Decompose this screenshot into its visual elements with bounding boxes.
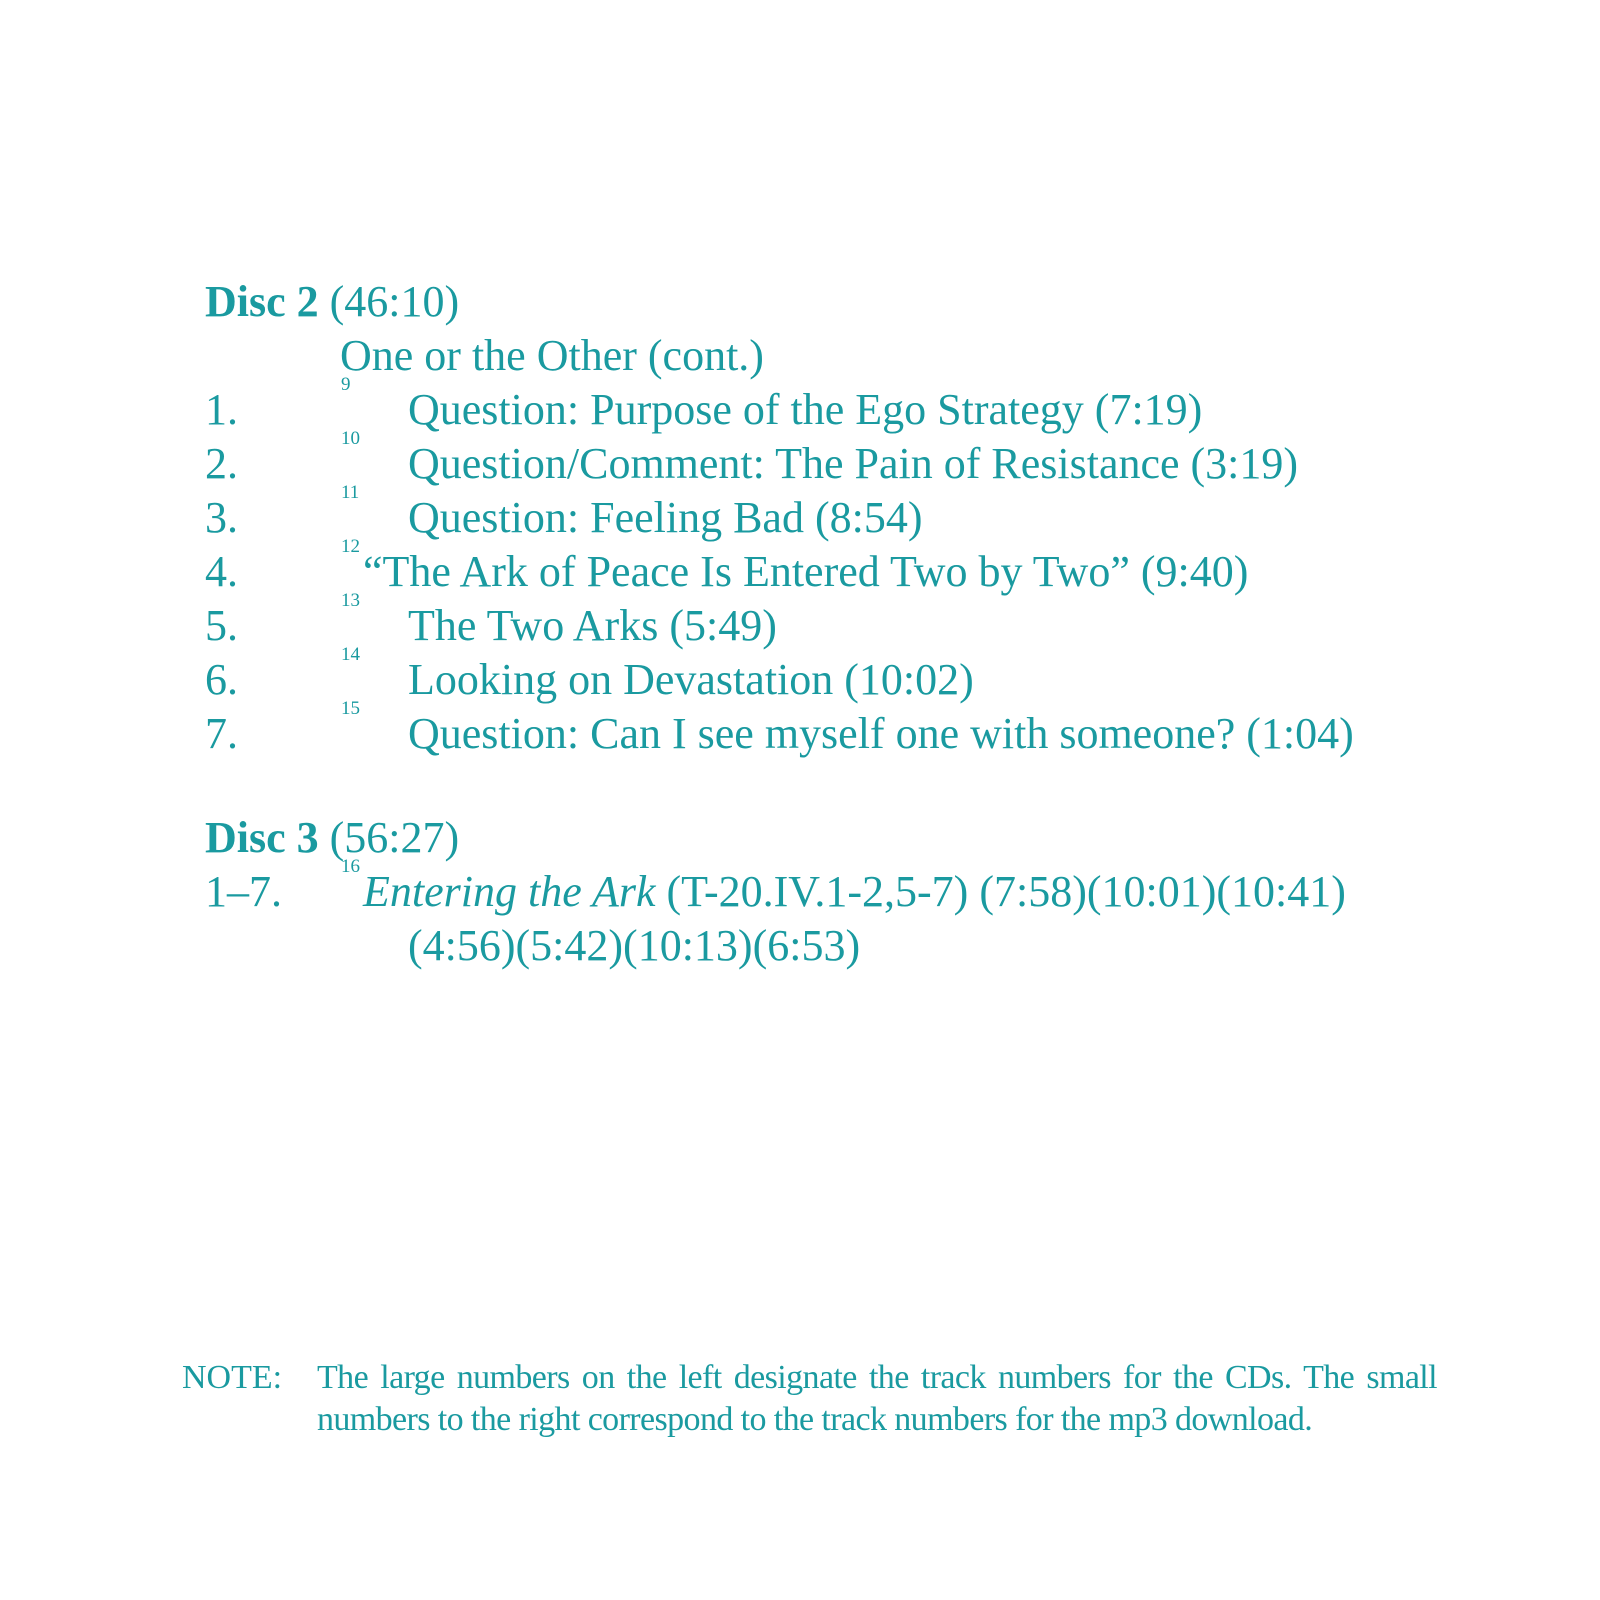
track-row	[205, 536, 1585, 600]
track-row	[205, 428, 1585, 492]
disc-3-label: Disc 3	[205, 813, 319, 862]
cd-track-number: 1–7.	[205, 867, 282, 916]
track-row	[205, 374, 1585, 438]
track-title: The Two Arks (5:49)	[408, 601, 777, 650]
track-title-continuation: (4:56)(5:42)(10:13)(6:53)	[408, 921, 861, 970]
mp3-track-number: 11	[341, 482, 360, 503]
disc-2-section-title: One or the Other (cont.)	[340, 331, 764, 380]
track-title	[363, 866, 1346, 918]
mp3-track-number: 12	[341, 536, 360, 557]
track-title-italic: Entering the Ark	[363, 867, 656, 916]
track-title: Question: Purpose of the Ego Strategy (7:19)	[408, 385, 1203, 434]
cd-track-number: 5.	[205, 601, 238, 650]
disc-2-duration: (46:10)	[329, 277, 460, 326]
disc-2-label: Disc 2	[205, 277, 319, 326]
mp3-track-number: 15	[341, 698, 360, 719]
track-row	[205, 698, 1585, 762]
cd-track-number: 7.	[205, 709, 238, 758]
mp3-track-number: 9	[341, 374, 351, 395]
track-title: Question: Feeling Bad (8:54)	[408, 493, 923, 542]
cd-track-number: 2.	[205, 439, 238, 488]
track-title: Question: Can I see myself one with someone? (1:04)	[408, 709, 1354, 758]
track-row	[205, 856, 1585, 970]
track-row	[205, 644, 1585, 708]
disc-3-heading	[205, 812, 459, 864]
track-title: Looking on Devastation (10:02)	[408, 655, 974, 704]
track-title: Question/Comment: The Pain of Resistance (3:19)	[408, 439, 1299, 488]
track-row	[205, 482, 1585, 546]
disc-3-duration: (56:27)	[329, 813, 460, 862]
disc-2-heading	[205, 276, 459, 328]
note-text: The large numbers on the left designate the track numbers for the CDs. The small numbers to the right correspond to the track numbers for the mp3 download.	[317, 1359, 1437, 1438]
cd-track-number: 3.	[205, 493, 238, 542]
track-title-rest: (T-20.IV.1-2,5-7) (7:58)(10:01)(10:41)	[655, 867, 1346, 916]
mp3-track-number: 16	[341, 856, 360, 877]
mp3-track-number: 14	[341, 644, 360, 665]
cd-track-number: 4.	[205, 547, 238, 596]
mp3-track-number: 10	[341, 428, 360, 449]
note-label: NOTE:	[182, 1359, 283, 1396]
cd-track-number: 1.	[205, 385, 238, 434]
mp3-track-number: 13	[341, 590, 360, 611]
cd-track-number: 6.	[205, 655, 238, 704]
track-row	[205, 590, 1585, 654]
track-title: “The Ark of Peace Is Entered Two by Two” (9:40)	[363, 547, 1249, 596]
